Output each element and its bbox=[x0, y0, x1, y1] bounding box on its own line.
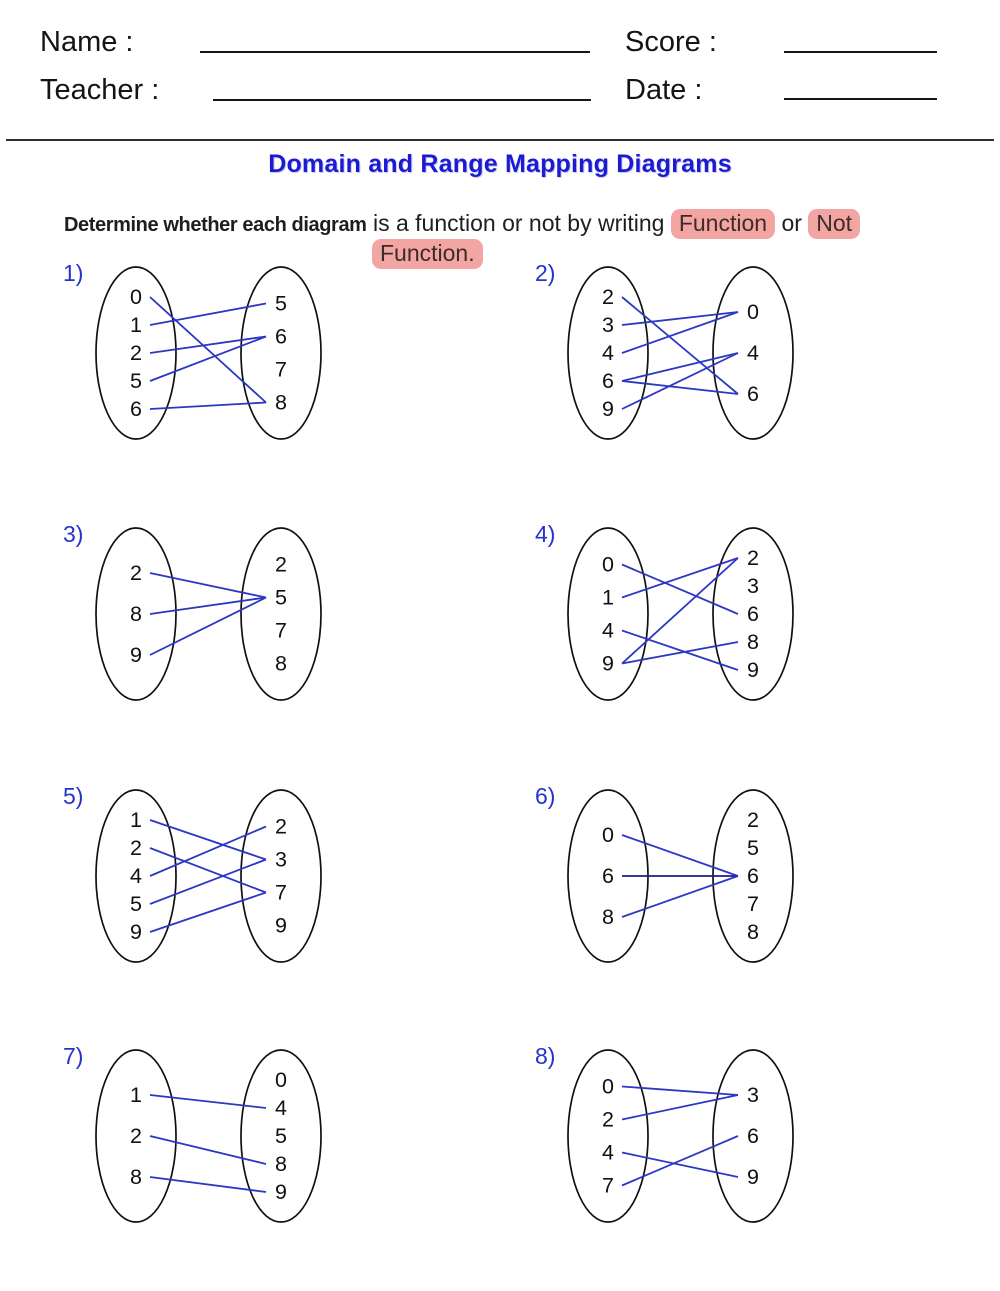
range-value: 4 bbox=[275, 1096, 287, 1120]
mapping-diagram-4 bbox=[527, 514, 817, 714]
problem-number-label: 4) bbox=[535, 521, 556, 547]
mapping-diagram-6 bbox=[527, 776, 817, 976]
instruction-regular-text: is a function or not by writing bbox=[372, 210, 665, 236]
domain-value: 0 bbox=[602, 823, 614, 847]
domain-value: 4 bbox=[602, 341, 614, 365]
domain-value: 9 bbox=[130, 643, 142, 667]
mapping-line bbox=[622, 565, 738, 615]
header-separator bbox=[6, 139, 994, 141]
domain-value: 4 bbox=[602, 1140, 614, 1165]
range-value: 5 bbox=[275, 291, 287, 316]
date-blank-line bbox=[784, 98, 937, 100]
mapping-diagram-5 bbox=[55, 776, 345, 976]
range-value: 7 bbox=[275, 618, 287, 643]
range-value: 6 bbox=[747, 382, 759, 406]
problem-number-label: 6) bbox=[535, 783, 556, 809]
mapping-line bbox=[150, 827, 266, 877]
domain-value: 5 bbox=[130, 369, 142, 393]
range-value: 8 bbox=[747, 920, 759, 944]
domain-value: 3 bbox=[602, 313, 614, 337]
problem-number-label: 3) bbox=[63, 521, 84, 547]
range-value: 6 bbox=[747, 602, 759, 626]
range-value: 5 bbox=[275, 1124, 287, 1148]
domain-value: 7 bbox=[602, 1173, 614, 1198]
problem-number-label: 1) bbox=[63, 260, 84, 286]
domain-value: 2 bbox=[130, 341, 142, 365]
range-value: 6 bbox=[747, 864, 759, 888]
range-value: 5 bbox=[275, 585, 287, 610]
highlighted-word-not: Not bbox=[808, 209, 860, 239]
mapping-line bbox=[150, 573, 266, 598]
range-value: 3 bbox=[747, 1083, 759, 1107]
problem-number-label: 2) bbox=[535, 260, 556, 286]
teacher-blank-line bbox=[213, 99, 591, 101]
domain-value: 2 bbox=[602, 285, 614, 309]
domain-value: 6 bbox=[130, 397, 142, 421]
range-value: 8 bbox=[275, 390, 287, 415]
range-value: 4 bbox=[747, 341, 759, 365]
domain-value: 1 bbox=[130, 313, 142, 337]
name-blank-line bbox=[200, 51, 590, 53]
mapping-diagram-8 bbox=[527, 1036, 817, 1236]
mapping-diagram-7 bbox=[55, 1036, 345, 1236]
mapping-line bbox=[622, 876, 738, 917]
domain-value: 6 bbox=[602, 369, 614, 393]
domain-value: 0 bbox=[602, 552, 614, 577]
range-value: 0 bbox=[275, 1068, 287, 1092]
domain-value: 1 bbox=[602, 585, 614, 610]
mapping-line bbox=[622, 558, 738, 664]
domain-value: 9 bbox=[130, 920, 142, 944]
instruction-line-2 bbox=[372, 240, 483, 267]
range-value: 8 bbox=[747, 630, 759, 654]
domain-value: 5 bbox=[130, 892, 142, 916]
mapping-line bbox=[622, 353, 738, 409]
mapping-line bbox=[622, 1136, 738, 1186]
mapping-line bbox=[622, 297, 738, 394]
domain-value: 2 bbox=[602, 1107, 614, 1132]
mapping-diagram-3 bbox=[55, 514, 345, 714]
range-value: 7 bbox=[747, 892, 759, 916]
range-value: 6 bbox=[275, 324, 287, 349]
domain-value: 1 bbox=[130, 808, 142, 832]
domain-value: 2 bbox=[130, 561, 142, 585]
domain-value: 0 bbox=[602, 1074, 614, 1099]
instruction-line-1 bbox=[64, 210, 860, 237]
mapping-line bbox=[622, 642, 738, 664]
mapping-line bbox=[622, 353, 738, 381]
problem-number-label: 8) bbox=[535, 1043, 556, 1069]
range-value: 9 bbox=[747, 1165, 759, 1189]
teacher-label: Teacher : bbox=[40, 74, 160, 106]
score-blank-line bbox=[784, 51, 937, 53]
highlighted-word-function-2: Function. bbox=[372, 239, 483, 269]
instruction-bold-text: Determine whether each diagram bbox=[64, 214, 367, 236]
domain-value: 4 bbox=[602, 618, 614, 643]
range-value: 7 bbox=[275, 357, 287, 382]
range-value: 2 bbox=[275, 814, 287, 839]
highlighted-word-function: Function bbox=[671, 209, 775, 239]
mapping-line bbox=[622, 1153, 738, 1178]
range-value: 9 bbox=[275, 913, 287, 938]
mapping-line bbox=[150, 860, 266, 905]
range-value: 8 bbox=[275, 1152, 287, 1176]
domain-value: 8 bbox=[130, 1165, 142, 1189]
mapping-line bbox=[150, 848, 266, 893]
mapping-line bbox=[622, 558, 738, 598]
range-value: 2 bbox=[275, 552, 287, 577]
mapping-line bbox=[622, 381, 738, 394]
mapping-line bbox=[622, 631, 738, 671]
problem-number-label: 7) bbox=[63, 1043, 84, 1069]
domain-value: 8 bbox=[130, 602, 142, 626]
page-title: Domain and Range Mapping Diagrams bbox=[268, 150, 732, 178]
range-value: 3 bbox=[747, 574, 759, 598]
mapping-line bbox=[150, 337, 266, 382]
date-label: Date : bbox=[625, 74, 703, 106]
mapping-line bbox=[150, 304, 266, 326]
domain-value: 6 bbox=[602, 864, 614, 888]
range-value: 3 bbox=[275, 847, 287, 872]
problem-number-label: 5) bbox=[63, 783, 84, 809]
range-value: 9 bbox=[747, 658, 759, 682]
mapping-diagram-2 bbox=[527, 253, 817, 453]
domain-value: 9 bbox=[602, 397, 614, 421]
domain-value: 8 bbox=[602, 905, 614, 929]
range-value: 2 bbox=[747, 546, 759, 570]
instruction-or-text: or bbox=[781, 210, 802, 236]
mapping-line bbox=[150, 1095, 266, 1108]
range-value: 0 bbox=[747, 300, 759, 324]
mapping-line bbox=[150, 1136, 266, 1164]
range-value: 6 bbox=[747, 1124, 759, 1148]
range-value: 5 bbox=[747, 836, 759, 860]
mapping-diagram-1 bbox=[55, 253, 345, 453]
range-value: 9 bbox=[275, 1180, 287, 1204]
domain-value: 2 bbox=[130, 1124, 142, 1148]
domain-value: 4 bbox=[130, 864, 142, 888]
score-label: Score : bbox=[625, 26, 717, 58]
range-value: 7 bbox=[275, 880, 287, 905]
domain-value: 0 bbox=[130, 285, 142, 309]
name-label: Name : bbox=[40, 26, 134, 58]
domain-value: 9 bbox=[602, 651, 614, 676]
mapping-line bbox=[622, 835, 738, 876]
mapping-line bbox=[622, 1095, 738, 1120]
range-value: 8 bbox=[275, 651, 287, 676]
domain-value: 2 bbox=[130, 836, 142, 860]
domain-value: 1 bbox=[130, 1083, 142, 1107]
range-value: 2 bbox=[747, 808, 759, 832]
